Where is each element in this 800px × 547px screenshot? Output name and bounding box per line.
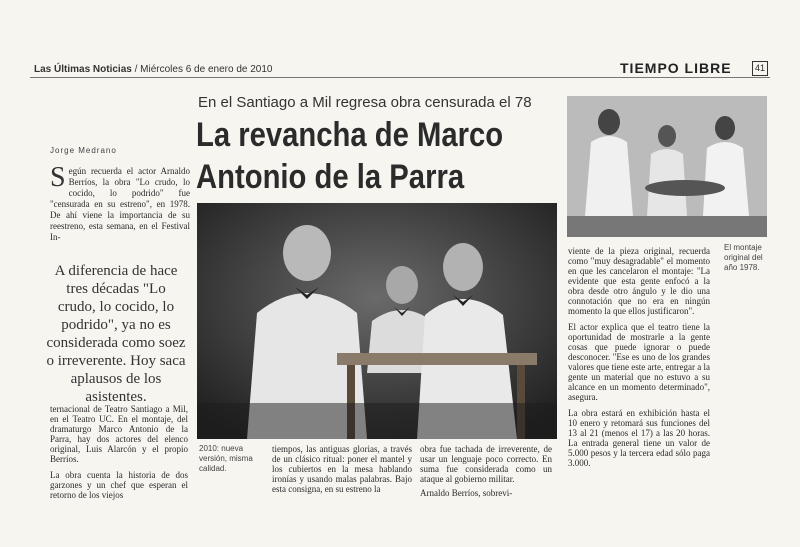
paper-name: Las Últimas Noticias xyxy=(34,64,132,75)
article-kicker: En el Santiago a Mil regresa obra censurada el 78 xyxy=(198,94,532,111)
column-4 xyxy=(568,246,710,474)
intro-text: egún recuerda el actor Arnaldo Berríos, la obra "Lo crudo, lo cocido, lo podrido" fue "censurada en su estreno", en 1978. De ahí viene la importancia de su reestreno, esta semana, en el Festival In- xyxy=(50,166,190,242)
stage-photo-image xyxy=(197,203,557,439)
drop-cap: S xyxy=(50,162,66,193)
column-left-p1: ternacional de Teatro Santiago a Mil, en el Teatro UC. En el montaje, del dramaturgo Marco Antonio de la Parra, hay dos actores del elenco original, Luis Alarcón y el propio Berríos. xyxy=(50,404,188,464)
section-title: TIEMPO LIBRE xyxy=(620,60,732,76)
byline: Jorge Medrano xyxy=(50,146,117,155)
column-3 xyxy=(420,444,552,502)
column-2-p1: tiempos, las antiguas glorias, a través de un clásico ritual: poner el mantel y los cubiertos en la mesa hablando ironías y usando malas palabras. Bajo esta consigna, en su estreno la xyxy=(272,444,412,494)
article-headline: La revancha de Marco Antonio de la Parra xyxy=(196,116,504,196)
column-4-p2: El actor explica que el teatro tiene la oportunidad de mostrarle a la gente cosas que puede ignorar o puede desconocer. "Ese es uno de los grandes valores que tiene este arte, entregar a la gente un material que no estuvo a su alcance en un momento determinado", asegura. xyxy=(568,322,710,402)
column-2 xyxy=(272,444,412,498)
column-3-p1: obra fue tachada de irreverente, de usar un lenguaje poco correcto. En suma fue considerada como un ataque al gobierno militar. xyxy=(420,444,552,484)
pull-quote: A diferencia de hace tres décadas "Lo crudo, lo cocido, lo podrido", ya no es considerada como soez o irreverente. Hoy saca aplausos de los asistentes. xyxy=(46,263,186,405)
column-3-p2: Arnaldo Berríos, sobrevi- xyxy=(420,488,513,498)
issue-date: / Miércoles 6 de enero de 2010 xyxy=(134,64,273,75)
photo-caption-archive: El montaje original del año 1978. xyxy=(724,243,763,272)
header-rule xyxy=(30,77,770,78)
archive-photo xyxy=(567,96,767,237)
column-left-p2: La obra cuenta la historia de dos garzones y un chef que esperan el retorno de los viejos xyxy=(50,470,188,500)
photo-caption-main: 2010: nueva versión, misma calidad. xyxy=(199,444,253,473)
archive-photo-image xyxy=(567,96,767,237)
page-number: 41 xyxy=(752,61,768,76)
masthead-line xyxy=(34,64,272,75)
stage-photo xyxy=(197,203,557,439)
column-left xyxy=(50,404,188,506)
intro-paragraph xyxy=(50,162,190,243)
column-4-p3: La obra estará en exhibición hasta el 10 enero y retomará sus funciones del 13 al 21 (menos el 17) a las 20 horas. La entrada general tiene un valor de 5.000 pesos y la tercera edad sólo paga 3.000. xyxy=(568,408,710,468)
column-4-p1: viente de la pieza original, recuerda como "muy desagradable" el momento en que les cancelaron el montaje: "La evidente que esta gente enfocó a la obra desde otro ángulo y le dio una connotación que no era en ningún momento la que ellos justificaron". xyxy=(568,246,710,316)
